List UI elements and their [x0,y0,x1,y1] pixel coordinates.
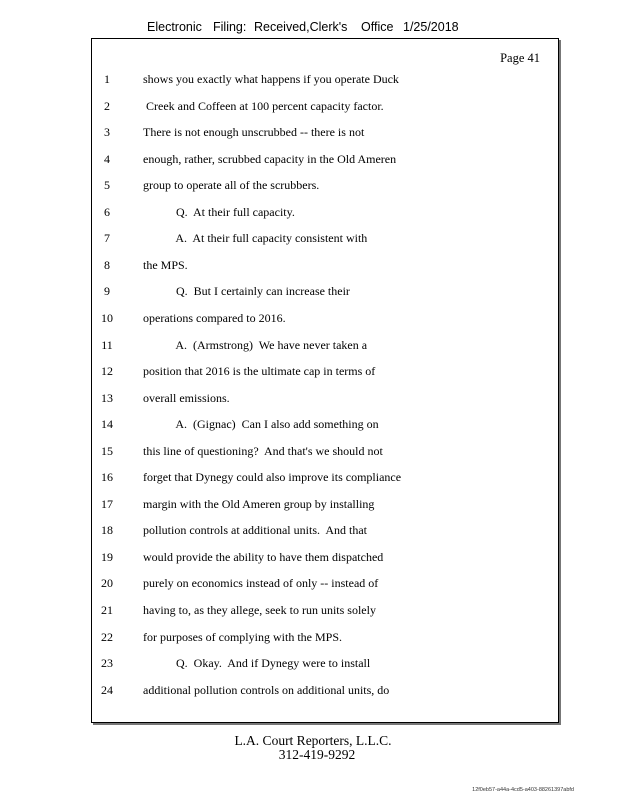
line-number: 9 [104,284,110,299]
line-text: for purposes of complying with the MPS. [143,629,342,644]
line-number: 19 [101,549,113,564]
line-text: operations compared to 2016. [143,310,286,325]
line-text: shows you exactly what happens if you operate Duck [143,72,399,86]
line-number: 8 [104,257,110,272]
line-text: additional pollution controls on additional units, do [143,682,390,697]
line-text: having to, as they allege, seek to run units solely [143,603,376,617]
line-number: 12 [101,364,113,379]
line-text: this line of questioning? And that's we should not [143,443,383,458]
line-text: Creek and Coffeen at 100 percent capacity factor. [143,98,384,113]
line-number: 14 [101,417,113,432]
page-number: Page 41 [500,51,540,65]
line-text: enough, rather, scrubbed capacity in the Old Ameren [143,151,397,166]
filing-header-office: Office [361,20,394,34]
line-text: Q. Okay. And if Dynegy were to install [143,656,371,671]
line-number: 24 [101,682,113,697]
line-number: 20 [101,576,113,591]
line-number: 3 [104,125,110,140]
filing-header-filing: Filing: [213,20,247,34]
line-text: A. At their full capacity consistent with [143,231,368,246]
line-text: pollution controls at additional units. And that [143,523,367,538]
line-text: Q. At their full capacity. [143,204,295,219]
footer-phone: 312-419-9292 [278,747,356,762]
line-text: group to operate all of the scrubbers. [143,178,320,193]
line-text: forget that Dynegy could also improve its compliance [143,470,402,485]
line-number: 2 [104,98,110,113]
line-text: overall emissions. [143,390,230,405]
line-number: 7 [104,231,110,246]
filing-header-received: Received,Clerk's [254,20,348,34]
line-text: margin with the Old Ameren group by installing [143,496,375,511]
filing-header-date: 1/25/2018 [403,20,459,34]
line-number: 16 [101,470,113,485]
line-number: 17 [101,496,113,511]
line-number: 13 [101,390,113,405]
line-number: 5 [104,178,110,193]
line-number: 21 [101,603,113,617]
filing-header-electronic: Electronic [147,20,202,34]
line-number: 4 [104,151,110,166]
line-text: position that 2016 is the ultimate cap in terms of [143,364,376,379]
line-number: 15 [101,443,113,458]
line-text: the MPS. [143,257,188,272]
line-text: Q. But I certainly can increase their [143,284,350,299]
line-text: A. (Armstrong) We have never taken a [143,337,368,352]
line-number: 1 [104,72,110,86]
line-number: 11 [101,337,113,352]
line-text: would provide the ability to have them dispatched [143,549,384,564]
line-number: 6 [104,204,110,219]
document-id: 12f0eb57-a44a-4cd5-a403-88261397abfd [472,787,574,793]
line-number: 10 [101,310,113,325]
footer-company: L.A. Court Reporters, L.L.C. [234,733,392,748]
line-number: 22 [101,629,113,644]
line-text: There is not enough unscrubbed -- there is not [143,125,365,140]
line-number: 18 [101,523,113,538]
line-text: purely on economics instead of only -- instead of [143,576,379,591]
line-text: A. (Gignac) Can I also add something on [143,417,379,432]
line-number: 23 [101,656,113,671]
transcript-page [91,38,559,723]
